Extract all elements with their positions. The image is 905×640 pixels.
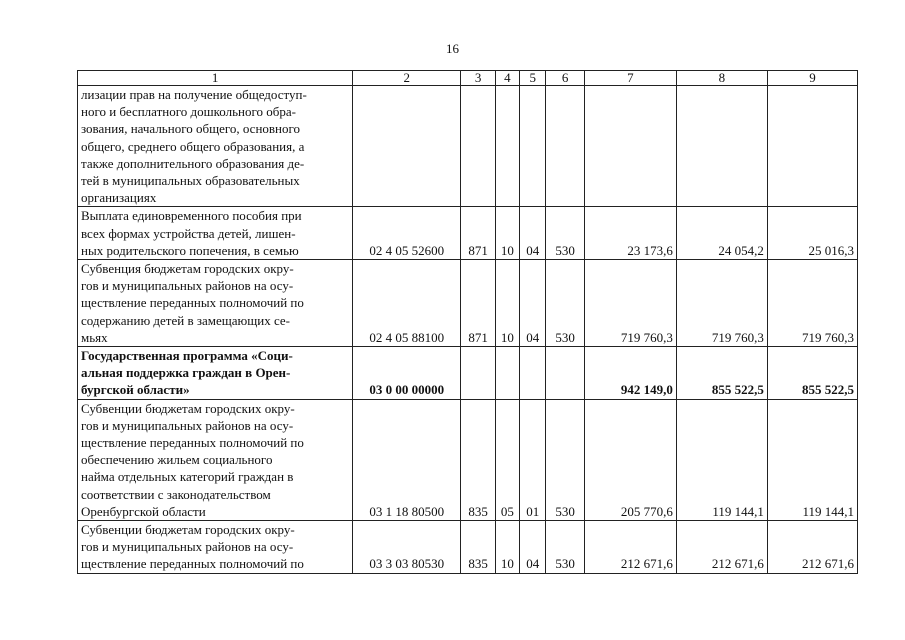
row-name-line: ществление переданных полномочий по [81, 435, 304, 451]
row-name-line: содержанию детей в замещающих се- [81, 312, 290, 328]
amount-cell: 23 173,6 [584, 207, 676, 260]
amount-cell: 719 760,3 [584, 260, 676, 347]
page-number: 16 [446, 41, 459, 56]
row-name-line: ществление переданных полномочий по [81, 295, 304, 311]
code-cell: 03 3 03 80530 [353, 521, 461, 574]
row-name-line: всех формах устройства детей, лишен- [81, 225, 296, 241]
table-row [78, 207, 858, 260]
amount-cell: 119 144,1 [676, 399, 767, 520]
code-cell: 03 1 18 80500 [353, 399, 461, 520]
row-name-line: Субвенции бюджетам городских окру- [81, 400, 295, 416]
amount-cell: 24 054,2 [676, 207, 767, 260]
column-header: 3 [461, 71, 495, 86]
row-name-line: ного и бесплатного дошкольного обра- [81, 104, 296, 120]
amount-cell: 212 671,6 [584, 521, 676, 574]
subsection-cell: 04 [520, 207, 546, 260]
row-name-line: зования, начального общего, основного [81, 121, 301, 137]
code-cell: 02 4 05 88100 [353, 260, 461, 347]
budget-table [77, 70, 858, 574]
table-row [78, 521, 858, 574]
row-name-line: соответствии с законодательством [81, 486, 271, 502]
department-cell [461, 347, 495, 400]
amount-cell: 942 149,0 [584, 347, 676, 400]
section-cell: 10 [495, 260, 519, 347]
code-cell [353, 86, 461, 207]
table-row [78, 86, 858, 207]
column-header: 5 [520, 71, 546, 86]
row-name-line: Выплата единовременного пособия при [81, 208, 302, 224]
column-header: 7 [584, 71, 676, 86]
column-header: 4 [495, 71, 519, 86]
row-name-line: альная поддержка граждан в Орен- [81, 365, 291, 381]
subsection-cell [520, 86, 546, 207]
row-name-line: также дополнительного образования де- [81, 155, 305, 171]
code-cell: 02 4 05 52600 [353, 207, 461, 260]
expense-type-cell: 530 [546, 399, 584, 520]
row-name-line: ных родительского попечения, в семью [81, 242, 299, 258]
expense-type-cell: 530 [546, 260, 584, 347]
amount-cell: 719 760,3 [676, 260, 767, 347]
row-name-line: лизации прав на получение общедоступ- [81, 87, 307, 102]
amount-cell: 205 770,6 [584, 399, 676, 520]
department-cell: 835 [461, 399, 495, 520]
subsection-cell: 01 [520, 399, 546, 520]
section-cell: 10 [495, 207, 519, 260]
amount-cell: 719 760,3 [767, 260, 857, 347]
column-header: 2 [353, 71, 461, 86]
column-header: 8 [676, 71, 767, 86]
table-row [78, 347, 858, 400]
table-row [78, 399, 858, 520]
row-name-cell [78, 86, 353, 207]
row-name-cell [78, 399, 353, 520]
table-header-row [78, 71, 858, 86]
amount-cell: 212 671,6 [676, 521, 767, 574]
expense-type-cell [546, 86, 584, 207]
section-cell: 05 [495, 399, 519, 520]
department-cell: 835 [461, 521, 495, 574]
row-name-line: гов и муниципальных районов на осу- [81, 417, 294, 433]
row-name-line: тей в муниципальных образовательных [81, 173, 300, 189]
table-row [78, 260, 858, 347]
amount-cell: 855 522,5 [767, 347, 857, 400]
column-header: 9 [767, 71, 857, 86]
row-name-cell [78, 347, 353, 400]
row-name-line: гов и муниципальных районов на осу- [81, 539, 294, 555]
subsection-cell: 04 [520, 521, 546, 574]
row-name-cell [78, 521, 353, 574]
department-cell: 871 [461, 260, 495, 347]
row-name-line: Субвенции бюджетам городских окру- [81, 522, 295, 538]
row-name-line: гов и муниципальных районов на осу- [81, 278, 294, 294]
subsection-cell: 04 [520, 260, 546, 347]
row-name-line: Оренбургской области [81, 503, 206, 519]
expense-type-cell [546, 347, 584, 400]
section-cell [495, 86, 519, 207]
amount-cell [584, 86, 676, 207]
row-name-line: обеспечению жильем социального [81, 452, 273, 468]
section-cell: 10 [495, 521, 519, 574]
row-name-line: найма отдельных категорий граждан в [81, 469, 294, 485]
department-cell [461, 86, 495, 207]
amount-cell: 25 016,3 [767, 207, 857, 260]
column-header: 1 [78, 71, 353, 86]
amount-cell [676, 86, 767, 207]
column-header: 6 [546, 71, 584, 86]
amount-cell [767, 86, 857, 207]
row-name-cell [78, 260, 353, 347]
code-cell: 03 0 00 00000 [353, 347, 461, 400]
amount-cell: 119 144,1 [767, 399, 857, 520]
subsection-cell [520, 347, 546, 400]
section-cell [495, 347, 519, 400]
department-cell: 871 [461, 207, 495, 260]
amount-cell: 212 671,6 [767, 521, 857, 574]
amount-cell: 855 522,5 [676, 347, 767, 400]
row-name-line: общего, среднего общего образования, а [81, 138, 305, 154]
row-name-line: организациях [81, 190, 157, 206]
row-name-cell [78, 207, 353, 260]
expense-type-cell: 530 [546, 207, 584, 260]
row-name-line: Субвенция бюджетам городских окру- [81, 261, 294, 277]
row-name-line: Государственная программа «Соци- [81, 348, 293, 364]
row-name-line: бургской области» [81, 382, 190, 398]
row-name-line: ществление переданных полномочий по [81, 556, 304, 572]
expense-type-cell: 530 [546, 521, 584, 574]
row-name-line: мьях [81, 329, 108, 345]
